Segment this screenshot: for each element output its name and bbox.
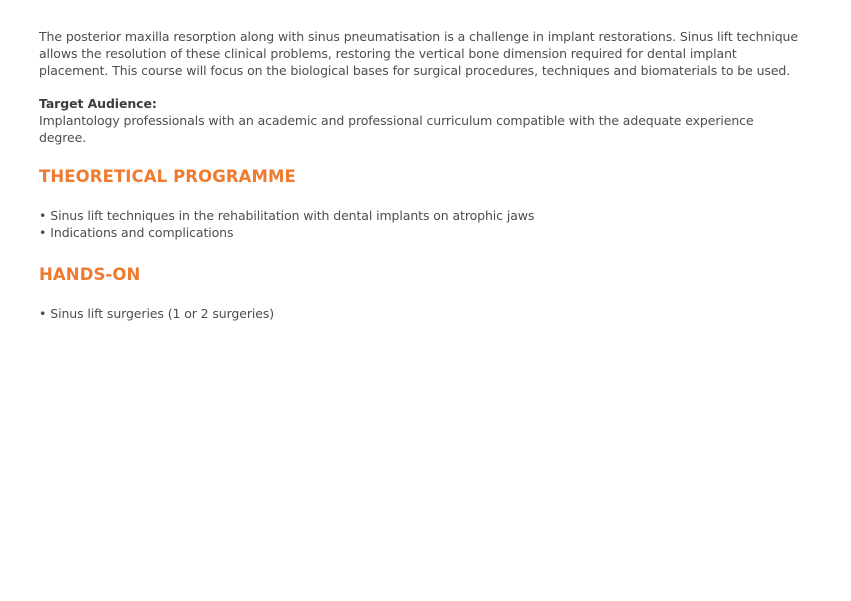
list-item-text: Sinus lift techniques in the rehabilitation with dental implants on atrophic jaws (50, 208, 535, 223)
bullet-icon: • (39, 306, 47, 321)
hands-on-heading: HANDS-ON (39, 265, 141, 284)
list-item-text: Sinus lift surgeries (1 or 2 surgeries) (50, 306, 275, 321)
list-item (39, 207, 799, 224)
list-item (39, 305, 799, 322)
target-audience (39, 95, 799, 146)
theoretical-programme-list (39, 207, 799, 241)
hands-on-list (39, 305, 799, 322)
target-audience-text: Implantology professionals with an academic and professional curriculum compatible with the adequate experience degree. (39, 113, 754, 145)
course-description (39, 28, 799, 322)
target-audience-label: Target Audience: (39, 96, 157, 111)
bullet-icon: • (39, 208, 47, 223)
list-item (39, 224, 799, 241)
bullet-icon: • (39, 225, 47, 240)
theoretical-programme-heading: THEORETICAL PROGRAMME (39, 167, 296, 186)
intro-paragraph: The posterior maxilla resorption along with sinus pneumatisation is a challenge in implant restorations. Sinus lift technique allows the resolution of these clinical problems, restoring the vertical bone dimension required for dental implant placement. This course will focus on the biological bases for surgical procedures, techniques and biomaterials to be used. (39, 29, 798, 78)
list-item-text: Indications and complications (50, 225, 234, 240)
